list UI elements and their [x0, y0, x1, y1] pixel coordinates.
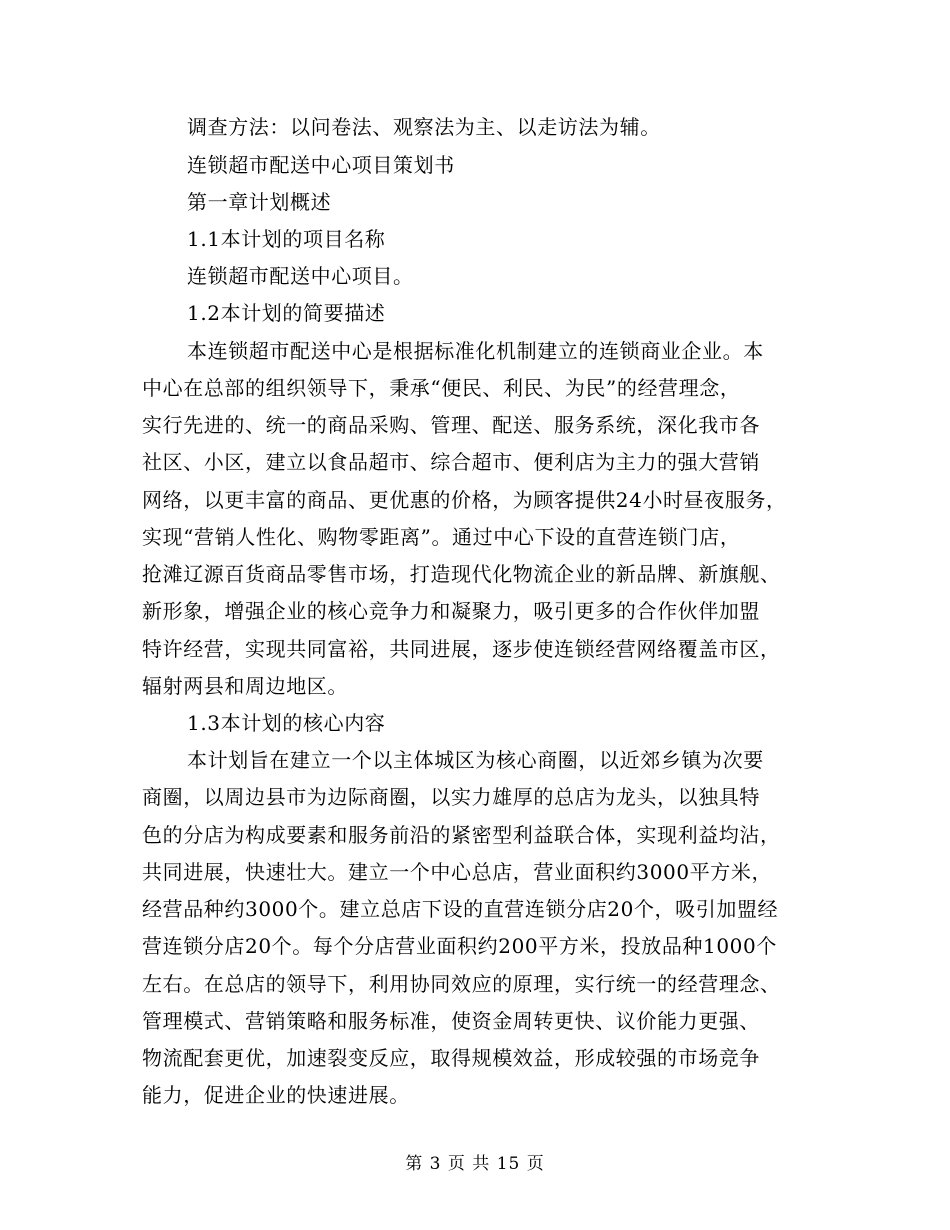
- page-number-footer: 第 3 页 共 15 页: [405, 1154, 545, 1174]
- section-heading-1-2: 1.2本计划的简要描述: [187, 301, 386, 325]
- paragraph-line: 商圈，以周边县市为边际商圈，以实力雄厚的总店为龙头，以独具特: [142, 785, 760, 809]
- paragraph-line: 新形象，增强企业的核心竞争力和凝聚力，吸引更多的合作伙伴加盟: [142, 599, 760, 623]
- document-title: 连锁超市配送中心项目策划书: [187, 153, 455, 177]
- paragraph-line: 经营品种约3000个。建立总店下设的直营连锁分店20个，吸引加盟经: [142, 897, 779, 921]
- paragraph-line: 网络，以更丰富的商品、更优惠的价格，为顾客提供24小时昼夜服务，: [142, 488, 787, 512]
- paragraph-line: 辐射两县和周边地区。: [142, 674, 348, 698]
- project-name-text: 连锁超市配送中心项目。: [187, 264, 414, 288]
- paragraph-line: 本连锁超市配送中心是根据标准化机制建立的连锁商业企业。本: [187, 339, 764, 363]
- paragraph-line: 中心在总部的组织领导下，秉承“便民、利民、为民”的经营理念，: [142, 376, 741, 400]
- paragraph-line: 左右。在总店的领导下，利用协同效应的原理，实行统一的经营理念、: [142, 972, 781, 996]
- chapter-heading: 第一章计划概述: [187, 190, 332, 214]
- section-heading-1-1: 1.1本计划的项目名称: [187, 227, 386, 251]
- survey-method-line: 调查方法：以问卷法、观察法为主、以走访法为辅。: [187, 115, 661, 139]
- paragraph-line: 社区、小区，建立以食品超市、综合超市、便利店为主力的强大营销: [142, 450, 760, 474]
- paragraph-line: 色的分店为构成要素和服务前沿的紧密型利益联合体，实现利益均沾，: [142, 823, 781, 847]
- section-heading-1-3: 1.3本计划的核心内容: [187, 711, 386, 735]
- paragraph-line: 本计划旨在建立一个以主体城区为核心商圈，以近郊乡镇为次要: [187, 748, 764, 772]
- paragraph-line: 实行先进的、统一的商品采购、管理、配送、服务系统，深化我市各: [142, 413, 760, 437]
- paragraph-line: 实现“营销人性化、购物零距离”。通过中心下设的直营连锁门店，: [142, 525, 741, 549]
- paragraph-line: 能力，促进企业的快速进展。: [142, 1083, 410, 1107]
- paragraph-line: 特许经营，实现共同富裕，共同进展，逐步使连锁经营网络覆盖市区，: [142, 637, 781, 661]
- paragraph-line: 抢滩辽源百货商品零售市场，打造现代化物流企业的新品牌、新旗舰、: [142, 562, 781, 586]
- paragraph-line: 共同进展，快速壮大。建立一个中心总店，营业面积约3000平方米，: [142, 860, 773, 884]
- paragraph-line: 物流配套更优，加速裂变反应，取得规模效益，形成较强的市场竞争: [142, 1046, 760, 1070]
- paragraph-line: 管理模式、营销策略和服务标准，使资金周转更快、议价能力更强、: [142, 1009, 760, 1033]
- paragraph-line: 营连锁分店20个。每个分店营业面积约200平方米，投放品种1000个: [142, 934, 777, 958]
